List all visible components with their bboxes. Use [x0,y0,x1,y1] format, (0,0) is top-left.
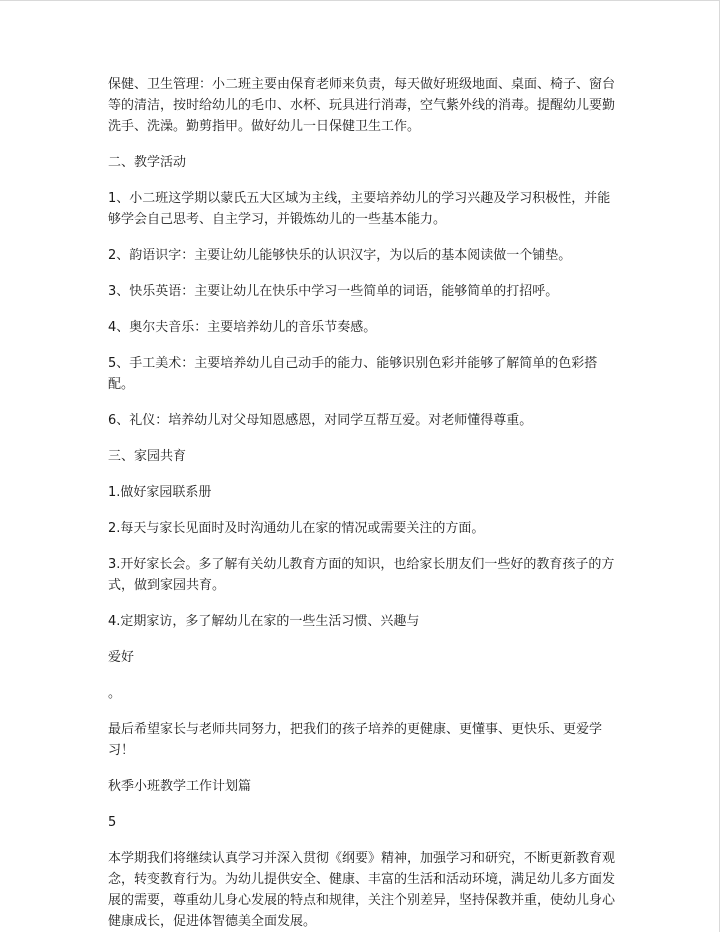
paragraph-home-2: 2.每天与家长见面时及时沟通幼儿在家的情况或需要关注的方面。 [108,521,485,536]
paragraph-teaching-5: 5、手工美术：主要培养幼儿自己动手的能力、能够识别色彩并能够了解简单的色彩搭配。 [108,356,598,392]
page-edge [0,0,720,1]
document-body [108,74,620,947]
paragraph-next-intro: 本学期我们将继续认真学习并深入贯彻《纲要》精神，加强学习和研究，不断更新教育观念，转变教育行为。为幼儿提供安全、健康、丰富的生活和活动环境，满足幼儿多方面发展的需要，尊重幼儿身心发展的特点和规律，关注个别差异，坚持保教并重，使幼儿身心健康成长，促进体智德美全面发展。 [108,851,616,929]
paragraph-home-3: 3.开好家长会。多了解有关幼儿教育方面的知识，也给家长朋友们一些好的教育孩子的方式，做到家园共育。 [108,557,615,593]
paragraph-home-4: 4.定期家访，多了解幼儿在家的一些生活习惯、兴趣与 [108,614,420,629]
paragraph-home-4-end: 。 [108,686,122,701]
paragraph-teaching-3: 3、快乐英语：主要让幼儿在快乐中学习一些简单的词语，能够简单的打招呼。 [108,284,559,299]
section-heading-teaching: 二、教学活动 [108,155,187,170]
paragraph-home-1: 1.做好家园联系册 [108,485,212,500]
paragraph-home-4-continued: 爱好 [108,650,135,665]
next-section-number: 5 [108,815,117,830]
next-section-title: 秋季小班教学工作计划篇 [108,779,252,794]
paragraph-teaching-2: 2、韵语识字：主要让幼儿能够快乐的认识汉字，为以后的基本阅读做一个铺垫。 [108,248,572,263]
paragraph-closing: 最后希望家长与老师共同努力，把我们的孩子培养的更健康、更懂事、更快乐、更爱学习！ [108,722,603,758]
paragraph-hygiene: 保健、卫生管理：小二班主要由保育老师来负责，每天做好班级地面、桌面、椅子、窗台等的清洁，按时给幼儿的毛巾、水杯、玩具进行消毒，空气紫外线的消毒。提醒幼儿要勤洗手、洗澡。勤剪指甲。做好幼儿一日保健卫生工作。 [108,77,616,134]
paragraph-teaching-1: 1、小二班这学期以蒙氏五大区域为主线，主要培养幼儿的学习兴趣及学习积极性，并能够学会自己思考、自主学习，并锻炼幼儿的一些基本能力。 [108,191,611,227]
paragraph-teaching-6: 6、礼仪：培养幼儿对父母知恩感恩，对同学互帮互爱。对老师懂得尊重。 [108,413,533,428]
section-heading-home: 三、家园共育 [108,449,187,464]
paragraph-teaching-4: 4、奥尔夫音乐：主要培养幼儿的音乐节奏感。 [108,320,377,335]
